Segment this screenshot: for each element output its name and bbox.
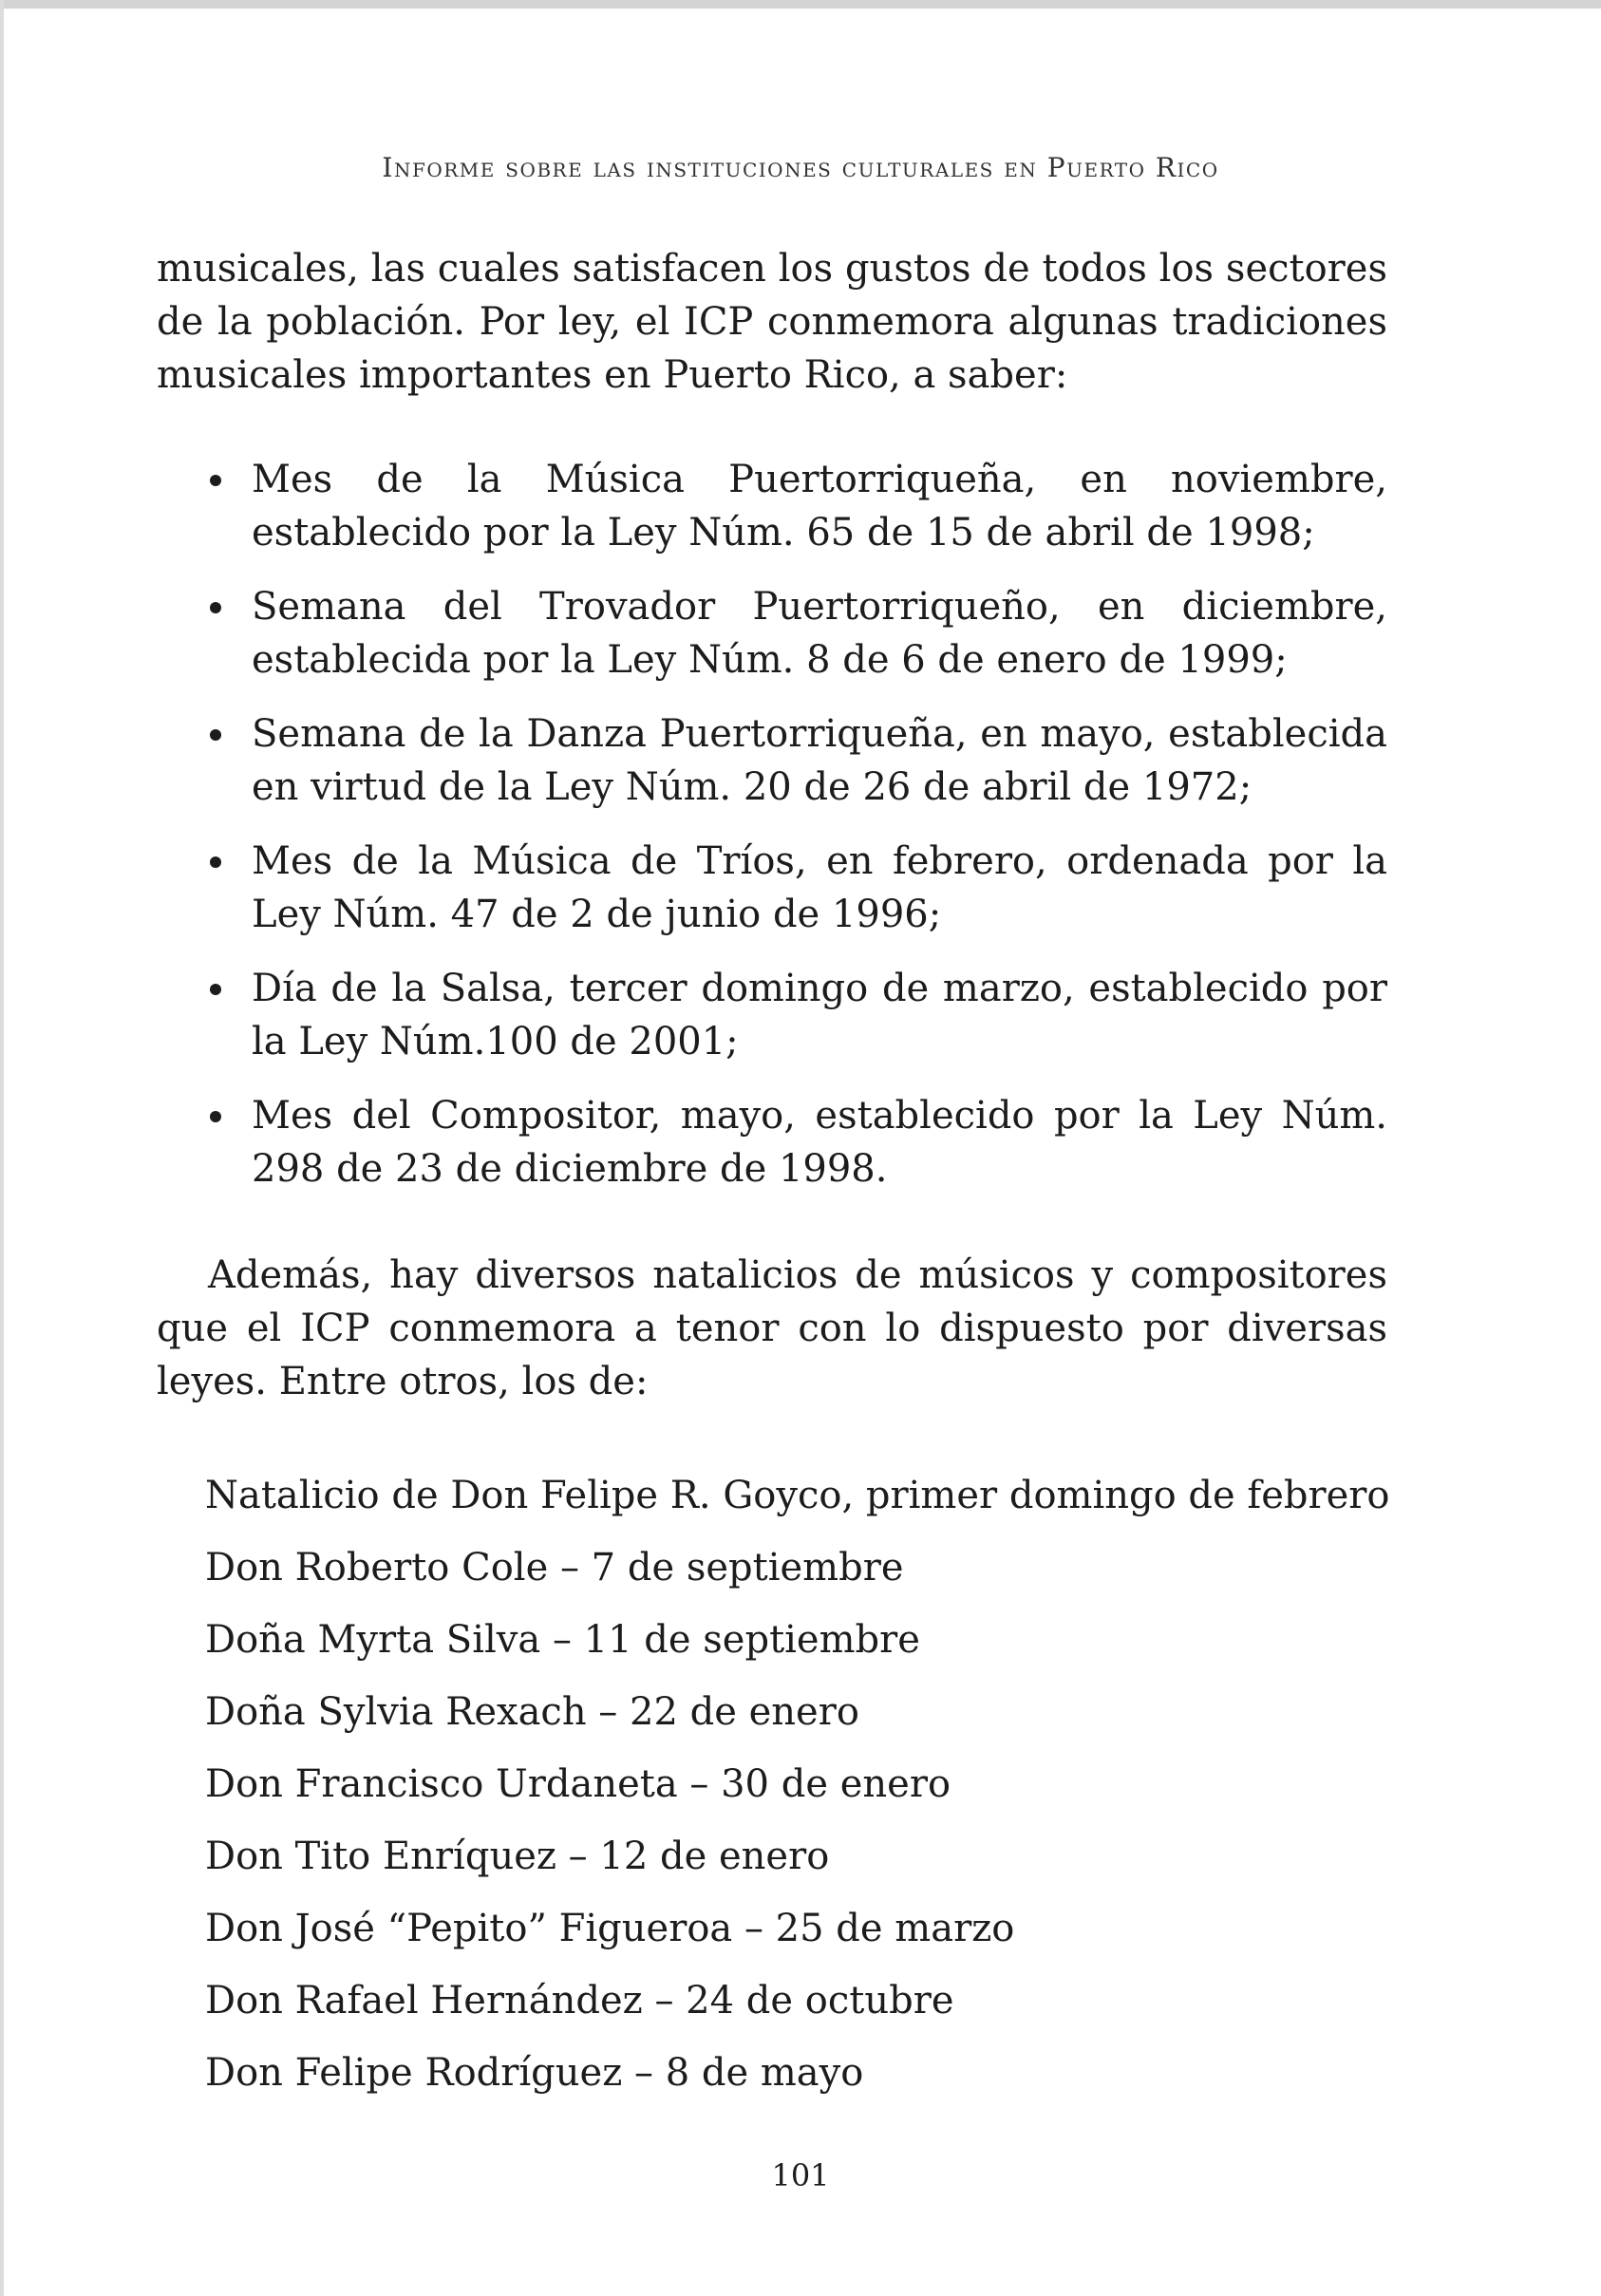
- natalicio-item: Doña Myrta Silva – 11 de septiembre: [205, 1618, 920, 1662]
- tradition-text: Mes de la Música de Tríos, en febrero, ordenada por la Ley Núm. 47 de 2 de junio de 1996;: [252, 839, 1387, 936]
- running-header: Informe sobre las instituciones culturales en Puerto Rico: [382, 152, 1219, 183]
- natalicios-intro-paragraph: Además, hay diversos natalicios de músicos y compositores que el ICP conmemora a tenor con lo dispuesto por diversas leyes. Entre otros, los de:: [157, 1253, 1387, 1403]
- traditions-list: [204, 453, 1387, 1216]
- intro-paragraph: musicales, las cuales satisfacen los gustos de todos los sectores de la población. Por ley, el ICP conmemora algunas tradiciones musicales importantes en Puerto Rico, a saber:: [157, 247, 1387, 397]
- tradition-item: [204, 453, 1387, 559]
- natalicio-item: Don Francisco Urdaneta – 30 de enero: [205, 1762, 951, 1806]
- tradition-text: Mes del Compositor, mayo, establecido por la Ley Núm. 298 de 23 de diciembre de 1998.: [252, 1094, 1387, 1191]
- tradition-item: [204, 962, 1387, 1068]
- scan-edge-top: [0, 0, 1601, 9]
- scan-edge-left: [0, 0, 4, 2296]
- tradition-item: [204, 1089, 1387, 1195]
- natalicio-item: Don Tito Enríquez – 12 de enero: [205, 1835, 830, 1878]
- natalicios-list: [205, 1459, 1392, 2109]
- natalicio-item: Doña Sylvia Rexach – 22 de enero: [205, 1690, 859, 1734]
- natalicio-item: Don José “Pepito” Figueroa – 25 de marzo: [205, 1907, 1015, 1950]
- natalicio-item: Natalicio de Don Felipe R. Goyco, primer domingo de febrero: [205, 1474, 1390, 1517]
- bullet-icon: [210, 1111, 221, 1122]
- natalicio-item: Don Felipe Rodríguez – 8 de mayo: [205, 2051, 864, 2095]
- tradition-item: [204, 835, 1387, 941]
- natalicio-item: Don Rafael Hernández – 24 de octubre: [205, 1979, 954, 2023]
- bullet-icon: [210, 475, 221, 486]
- bullet-icon: [210, 729, 221, 741]
- bullet-icon: [210, 856, 221, 868]
- page-number: 101: [771, 2157, 830, 2193]
- bullet-icon: [210, 984, 221, 995]
- tradition-text: Semana del Trovador Puertorriqueño, en diciembre, establecida por la Ley Núm. 8 de 6 de enero de 1999;: [252, 585, 1387, 682]
- tradition-text: Día de la Salsa, tercer domingo de marzo, establecido por la Ley Núm.100 de 2001;: [252, 967, 1387, 1063]
- tradition-item: [204, 580, 1387, 687]
- tradition-item: [204, 707, 1387, 814]
- tradition-text: Semana de la Danza Puertorriqueña, en mayo, establecida en virtud de la Ley Núm. 20 de 26 de abril de 1972;: [252, 712, 1387, 809]
- tradition-text: Mes de la Música Puertorriqueña, en noviembre, establecido por la Ley Núm. 65 de 15 de abril de 1998;: [252, 458, 1387, 555]
- natalicio-item: Don Roberto Cole – 7 de septiembre: [205, 1546, 904, 1590]
- bullet-icon: [210, 602, 221, 613]
